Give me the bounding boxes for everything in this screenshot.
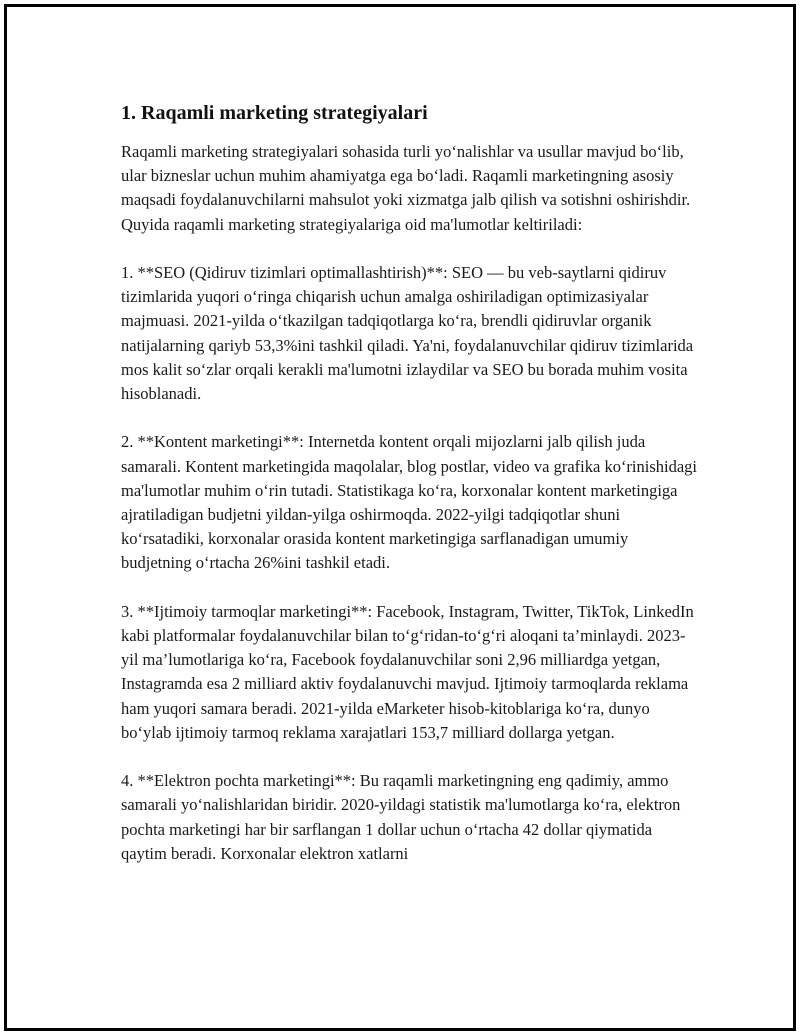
- section-heading: 1. Raqamli marketing strategiyalari: [121, 102, 428, 124]
- social-media-paragraph: 3. **Ijtimoiy tarmoqlar marketingi**: Facebook, Instagram, Twitter, TikTok, LinkedIn kabi platformalar foydalanuvchilar bilan to‘g‘ridan-to‘g‘ri aloqani ta’minlaydi. 2023-yil ma’lumotlariga ko‘ra, Facebook foydalanuvchilar soni 2,96 milliardga yetgan, Instagramda esa 2 milliard aktiv foydalanuvchi mavjud. Ijtimoiy tarmoqlarda reklama ham yuqori samara beradi. 2021-yilda eMarketer hisob-kitoblariga ko‘ra, dunyo bo‘ylab ijtimoiy tarmoq reklama xarajatlari 153,7 milliard dollarga yetgan.: [121, 601, 694, 742]
- email-marketing-paragraph: 4. **Elektron pochta marketingi**: Bu raqamli marketingning eng qadimiy, ammo samarali yo‘nalishlaridan biridir. 2020-yildagi statistik ma'lumotlarga ko‘ra, elektron pochta marketingi har bir sarflangan 1 dollar uchun o‘rtacha 42 dollar qiymatida qaytim beradi. Korxonalar elektron xatlarni: [121, 771, 681, 863]
- intro-paragraph: Raqamli marketing strategiyalari sohasida turli yo‘nalishlar va usullar mavjud bo‘lib, ular bizneslar uchun muhim ahamiyatga ega bo‘ladi. Raqamli marketingning asosiy maqsadi foydalanuvchilarni mahsulot yoki xizmatga jalb qilish va sotishni oshirishdir. Quyida raqamli marketing strategiyalariga oid ma'lumotlar keltiriladi:: [121, 142, 691, 234]
- seo-paragraph: 1. **SEO (Qidiruv tizimlari optimallashtirish)**: SEO — bu veb-saytlarni qidiruv tizimlarida yuqori o‘ringa chiqarish uchun amalga oshiriladigan optimizasiyalar majmuasi. 2021-yilda o‘tkazilgan tadqiqotlarga ko‘ra, brendli qidiruvlar organik natijalarning qariyb 53,3%ini tashkil qiladi. Ya'ni, foydalanuvchilar qidiruv tizimlarida mos kalit so‘zlar orqali kerakli ma'lumotni izlaydilar va SEO bu borada muhim vosita hisoblanadi.: [121, 263, 694, 404]
- page-frame: [4, 4, 796, 1031]
- document-body: [121, 100, 701, 866]
- content-marketing-paragraph: 2. **Kontent marketingi**: Internetda kontent orqali mijozlarni jalb qilish juda samarali. Kontent marketingida maqolalar, blog postlar, video va grafika ko‘rinishidagi ma'lumotlar muhim o‘rin tutadi. Statistikaga ko‘ra, korxonalar kontent marketingiga ajratiladigan budjetni yildan-yilga oshirmoqda. 2022-yilgi tadqiqotlar shuni ko‘rsatadiki, korxonalar orasida kontent marketingiga sarflanadigan umumiy budjetning o‘rtacha 26%ini tashkil etadi.: [121, 432, 698, 573]
